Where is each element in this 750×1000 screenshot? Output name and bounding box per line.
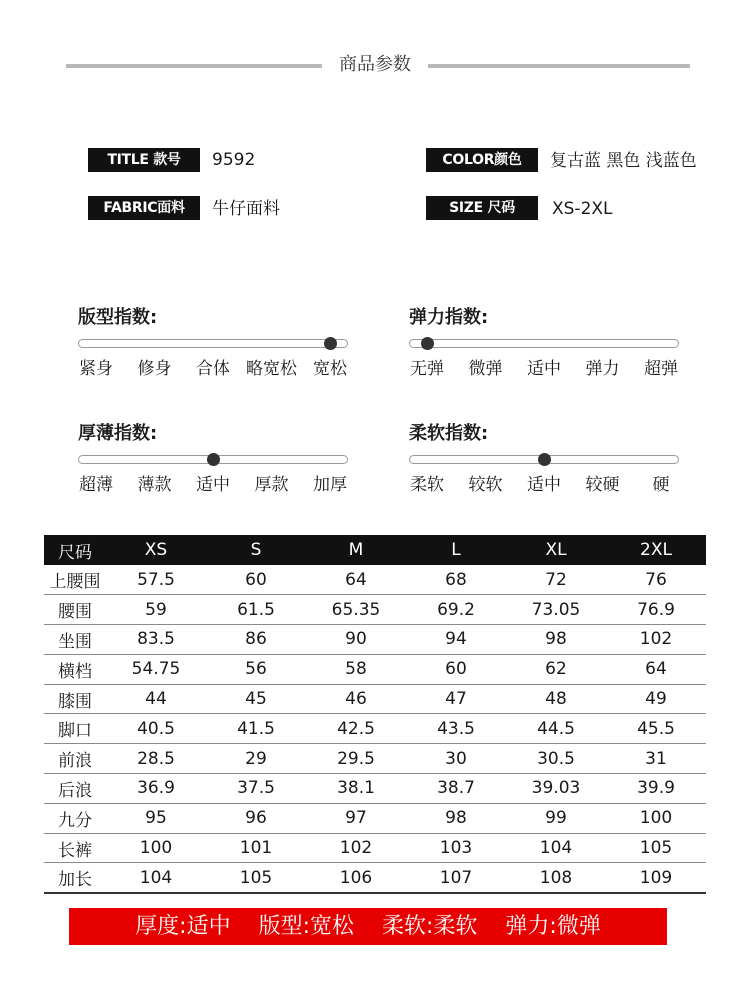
- measurement-value: 76.9: [606, 595, 706, 625]
- stretch-index-option: 弹力: [585, 359, 620, 379]
- table-row: [44, 774, 706, 804]
- stretch-index-option: 微弹: [468, 359, 503, 379]
- table-row: [44, 565, 706, 595]
- fabric-value: 牛仔面料: [212, 199, 280, 219]
- measurement-value: 108: [506, 863, 606, 893]
- measurement-value: 37.5: [206, 774, 306, 804]
- softness-index-track: [409, 455, 679, 464]
- thickness-index-options: [78, 473, 348, 497]
- measurement-name: 九分: [44, 803, 106, 833]
- softness-index-option: 较软: [468, 475, 503, 495]
- measurement-name: 横档: [44, 654, 106, 684]
- measurement-value: 43.5: [406, 714, 506, 744]
- measurement-value: 60: [406, 654, 506, 684]
- header-divider-right: [428, 64, 690, 68]
- measurement-value: 41.5: [206, 714, 306, 744]
- measurement-value: 105: [206, 863, 306, 893]
- summary-item: 厚度:适中: [135, 914, 231, 939]
- measurement-value: 49: [606, 684, 706, 714]
- measurement-value: 45.5: [606, 714, 706, 744]
- measurement-value: 109: [606, 863, 706, 893]
- measurement-value: 30: [406, 744, 506, 774]
- measurement-value: 69.2: [406, 595, 506, 625]
- measurement-value: 102: [306, 833, 406, 863]
- summary-item: 弹力:微弹: [505, 914, 601, 939]
- measurement-value: 54.75: [106, 654, 206, 684]
- measurement-name: 脚口: [44, 714, 106, 744]
- measurement-name: 前浪: [44, 744, 106, 774]
- table-row: [44, 595, 706, 625]
- color-label: COLOR颜色: [426, 148, 538, 172]
- measurement-value: 38.7: [406, 774, 506, 804]
- measurement-value: 64: [606, 654, 706, 684]
- table-row: [44, 684, 706, 714]
- fit-index-knob: [324, 337, 337, 350]
- table-row: [44, 863, 706, 893]
- size-table-body: [44, 565, 706, 893]
- measurement-value: 96: [206, 803, 306, 833]
- fit-index-track: [78, 339, 348, 348]
- thickness-index-option: 薄款: [137, 475, 172, 495]
- stretch-index-option: 无弹: [410, 359, 444, 379]
- measurement-value: 95: [106, 803, 206, 833]
- thickness-index-option: 超薄: [79, 475, 113, 495]
- measurement-value: 90: [306, 625, 406, 655]
- measurement-value: 40.5: [106, 714, 206, 744]
- measurement-value: 73.05: [506, 595, 606, 625]
- softness-index-title: 柔软指数:: [409, 423, 489, 444]
- measurement-name: 加长: [44, 863, 106, 893]
- measurement-value: 44: [106, 684, 206, 714]
- measurement-value: 76: [606, 565, 706, 595]
- measurement-value: 64: [306, 565, 406, 595]
- measurement-name: 腰围: [44, 595, 106, 625]
- measurement-value: 98: [406, 803, 506, 833]
- fit-index-option: 修身: [137, 359, 172, 379]
- size-header-xl: XL: [506, 535, 606, 565]
- measurement-name: 后浪: [44, 774, 106, 804]
- size-table: [44, 535, 706, 894]
- softness-index-knob: [538, 453, 551, 466]
- measurement-value: 44.5: [506, 714, 606, 744]
- measurement-value: 86: [206, 625, 306, 655]
- stretch-index-option: 超弹: [644, 359, 678, 379]
- measurement-value: 68: [406, 565, 506, 595]
- measurement-value: 42.5: [306, 714, 406, 744]
- thickness-index-knob: [207, 453, 220, 466]
- measurement-value: 39.9: [606, 774, 706, 804]
- measurement-value: 58: [306, 654, 406, 684]
- thickness-index-option: 适中: [196, 475, 230, 495]
- measurement-value: 31: [606, 744, 706, 774]
- measurement-value: 94: [406, 625, 506, 655]
- measurement-value: 29: [206, 744, 306, 774]
- table-row: [44, 833, 706, 863]
- measurement-value: 39.03: [506, 774, 606, 804]
- table-row: [44, 744, 706, 774]
- measurement-value: 100: [106, 833, 206, 863]
- size-header-m: M: [306, 535, 406, 565]
- title-value: 9592: [212, 150, 256, 170]
- stretch-index-option: 适中: [527, 359, 561, 379]
- fabric-label: FABRIC面料: [88, 196, 200, 220]
- measurement-value: 47: [406, 684, 506, 714]
- measurement-value: 46: [306, 684, 406, 714]
- size-header-2xl: 2XL: [606, 535, 706, 565]
- title-label: TITLE 款号: [88, 148, 200, 172]
- size-label: SIZE 尺码: [426, 196, 538, 220]
- size-table-header: [44, 535, 706, 565]
- measurement-name: 膝围: [44, 684, 106, 714]
- thickness-index-track: [78, 455, 348, 464]
- measurement-value: 45: [206, 684, 306, 714]
- measurement-value: 105: [606, 833, 706, 863]
- header-divider-left: [66, 64, 322, 68]
- measurement-value: 65.35: [306, 595, 406, 625]
- measurement-value: 98: [506, 625, 606, 655]
- size-header-s: S: [206, 535, 306, 565]
- summary-bar: [69, 908, 667, 945]
- measurement-name: 坐围: [44, 625, 106, 655]
- measurement-value: 99: [506, 803, 606, 833]
- fit-index-title: 版型指数:: [78, 307, 158, 328]
- fit-index-options: [78, 357, 348, 381]
- measurement-value: 48: [506, 684, 606, 714]
- measurement-value: 29.5: [306, 744, 406, 774]
- table-row: [44, 714, 706, 744]
- table-row: [44, 654, 706, 684]
- stretch-index-knob: [421, 337, 434, 350]
- measurement-value: 104: [106, 863, 206, 893]
- measurement-value: 62: [506, 654, 606, 684]
- softness-index-option: 适中: [527, 475, 561, 495]
- measurement-value: 59: [106, 595, 206, 625]
- measurement-value: 56: [206, 654, 306, 684]
- stretch-index-options: [409, 357, 679, 381]
- measurement-value: 61.5: [206, 595, 306, 625]
- softness-index-options: [409, 473, 679, 497]
- size-value: XS-2XL: [552, 199, 613, 219]
- softness-index-option: 硬: [652, 475, 670, 495]
- measurement-value: 38.1: [306, 774, 406, 804]
- measurement-name: 上腰围: [44, 565, 106, 595]
- measurement-value: 104: [506, 833, 606, 863]
- color-value: 复古蓝 黑色 浅蓝色: [550, 151, 697, 171]
- fit-index-option: 紧身: [79, 359, 113, 379]
- summary-item: 版型:宽松: [258, 914, 354, 939]
- measurement-value: 97: [306, 803, 406, 833]
- page-title: 商品参数: [339, 54, 411, 75]
- fit-index-option: 略宽松: [246, 359, 297, 379]
- thickness-index-option: 厚款: [254, 475, 289, 495]
- table-row: [44, 625, 706, 655]
- thickness-index-option: 加厚: [313, 475, 347, 495]
- size-header-label: 尺码: [44, 535, 106, 565]
- fit-index-option: 宽松: [313, 359, 347, 379]
- measurement-value: 72: [506, 565, 606, 595]
- measurement-value: 57.5: [106, 565, 206, 595]
- measurement-value: 100: [606, 803, 706, 833]
- table-row: [44, 803, 706, 833]
- stretch-index-track: [409, 339, 679, 348]
- softness-index-option: 柔软: [410, 475, 444, 495]
- measurement-value: 28.5: [106, 744, 206, 774]
- measurement-value: 101: [206, 833, 306, 863]
- measurement-value: 102: [606, 625, 706, 655]
- summary-item: 柔软:柔软: [382, 914, 478, 939]
- measurement-value: 30.5: [506, 744, 606, 774]
- size-header-xs: XS: [106, 535, 206, 565]
- softness-index-option: 较硬: [585, 475, 620, 495]
- thickness-index-title: 厚薄指数:: [78, 423, 158, 444]
- fit-index-option: 合体: [196, 359, 230, 379]
- measurement-value: 60: [206, 565, 306, 595]
- stretch-index-title: 弹力指数:: [409, 307, 489, 328]
- measurement-name: 长裤: [44, 833, 106, 863]
- measurement-value: 106: [306, 863, 406, 893]
- measurement-value: 83.5: [106, 625, 206, 655]
- size-header-l: L: [406, 535, 506, 565]
- measurement-value: 103: [406, 833, 506, 863]
- measurement-value: 36.9: [106, 774, 206, 804]
- measurement-value: 107: [406, 863, 506, 893]
